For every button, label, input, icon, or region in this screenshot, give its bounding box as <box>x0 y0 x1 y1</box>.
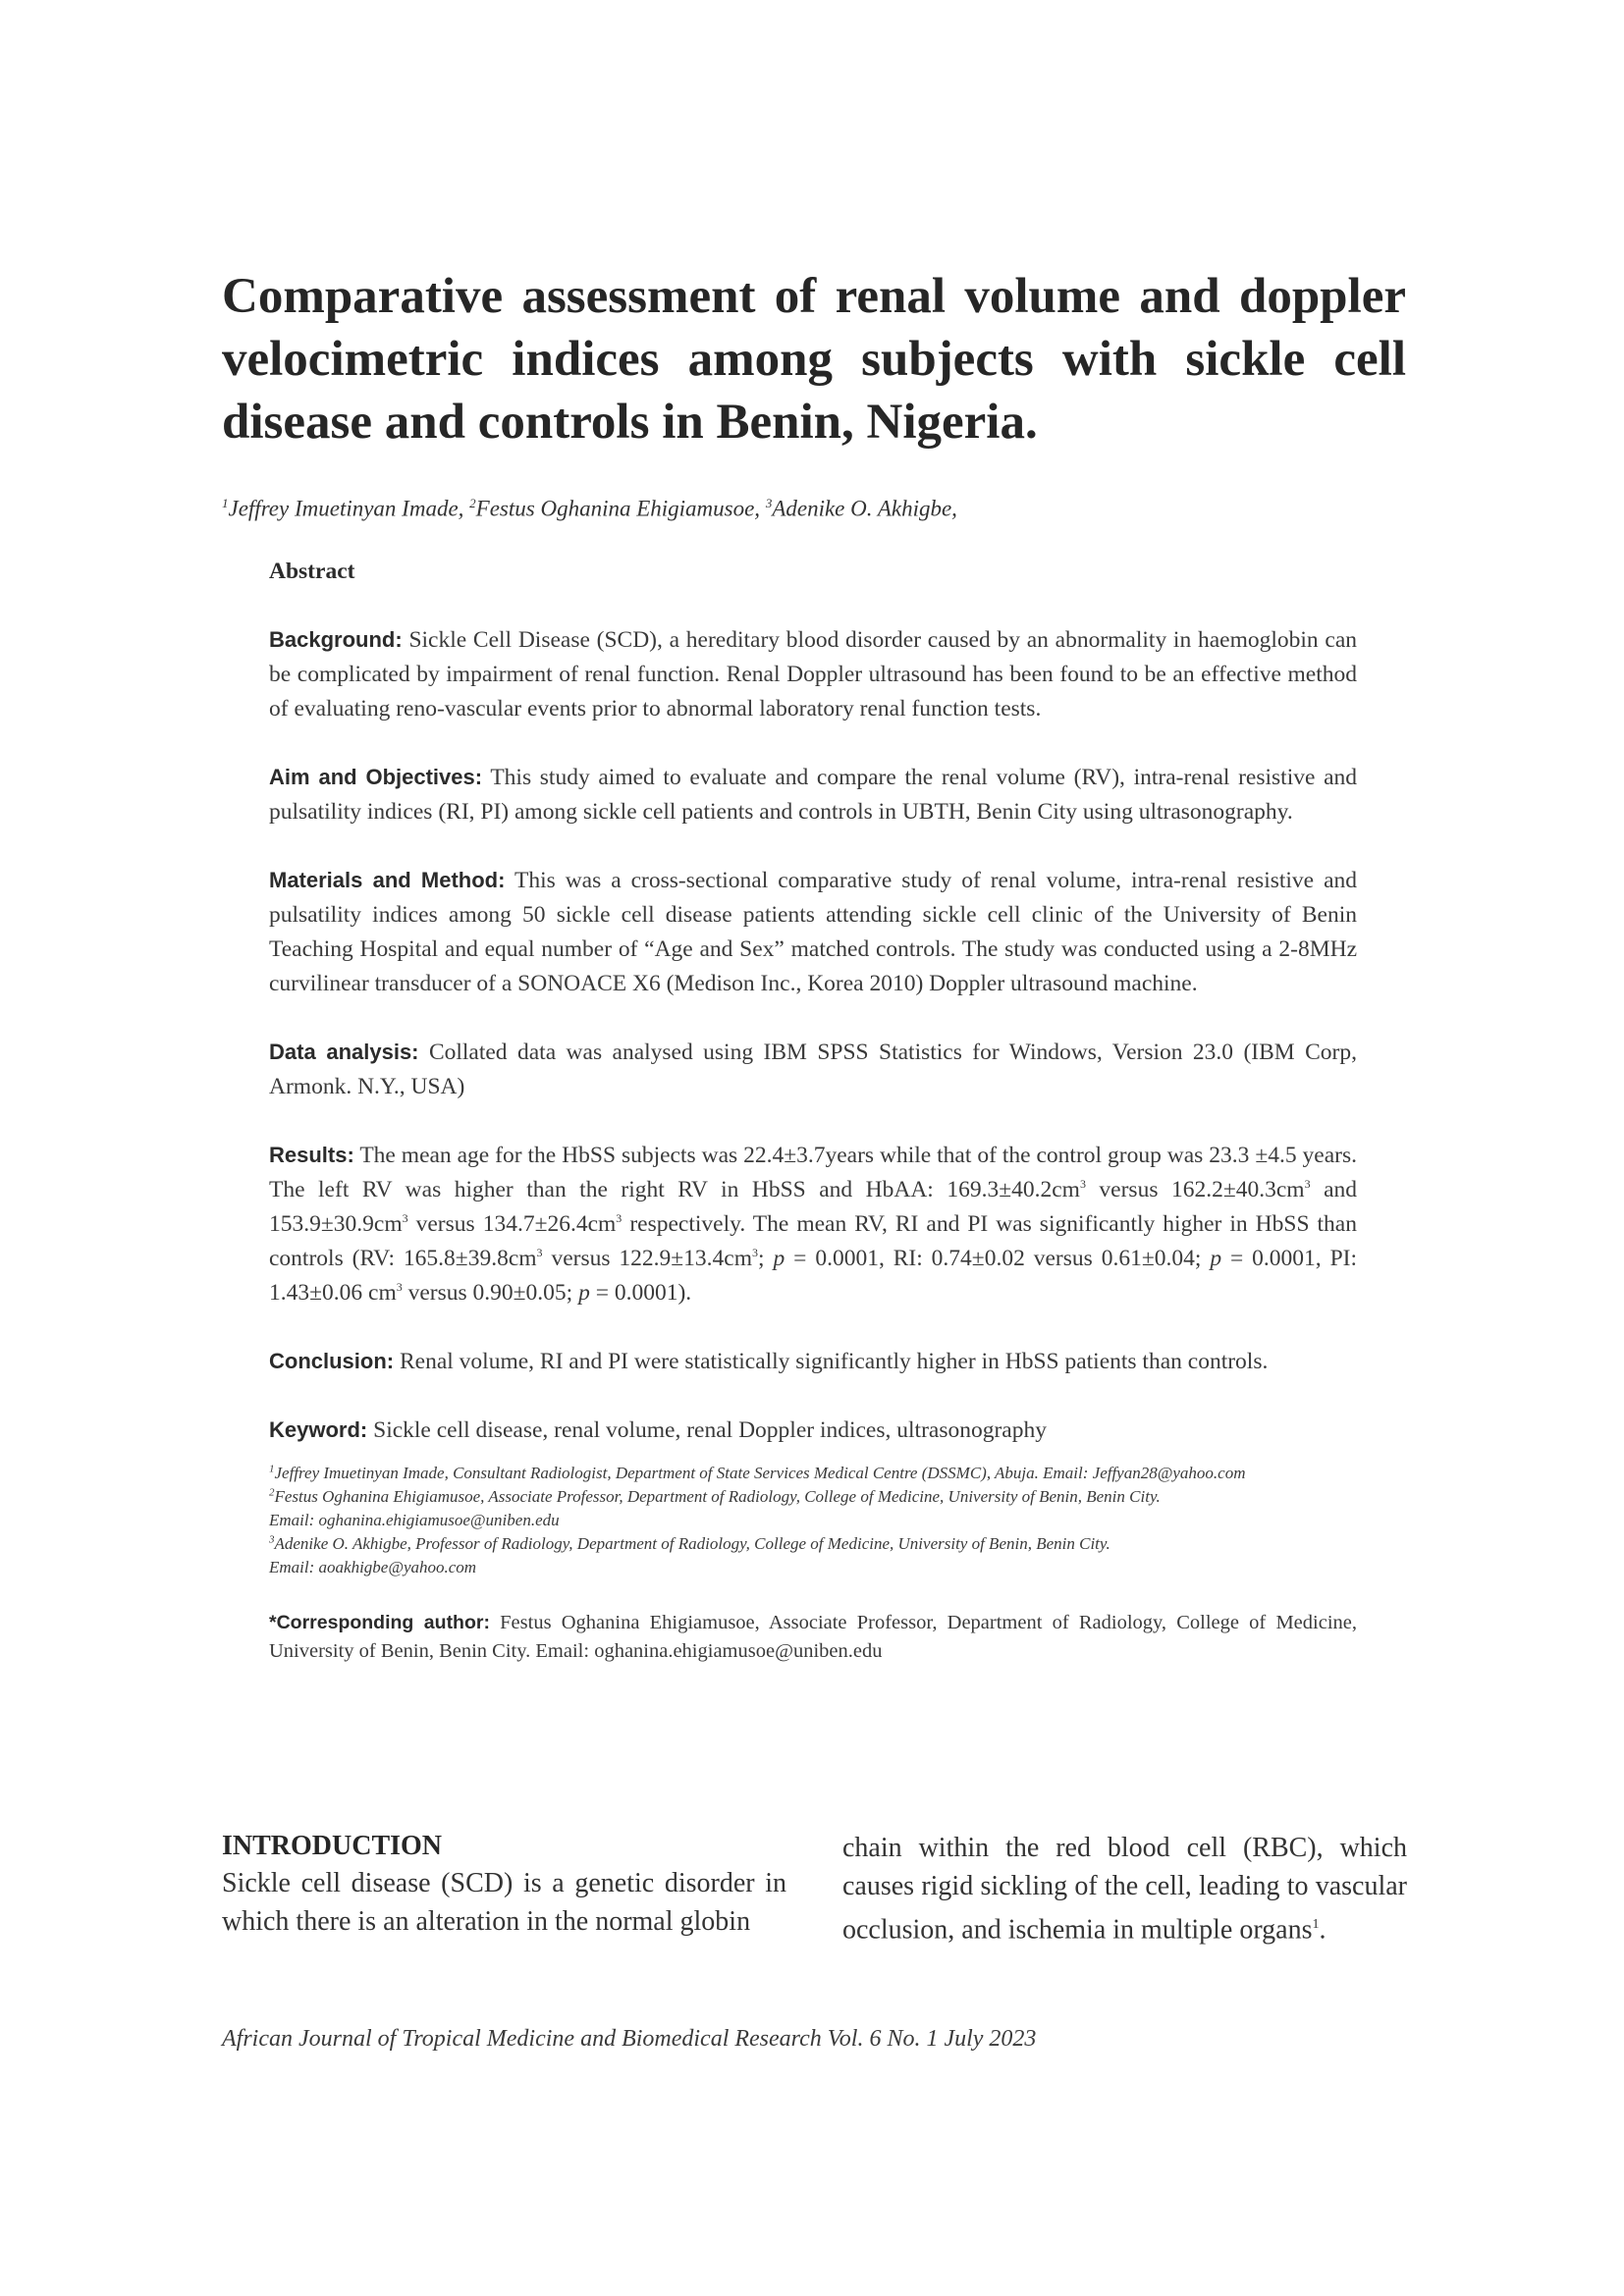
keyword-label: Keyword: <box>269 1417 368 1442</box>
author-3-name: Adenike O. Akhigbe, <box>772 496 957 521</box>
author-2-sup: 2 <box>469 496 476 510</box>
abstract-block <box>269 555 1357 1666</box>
results-sup: 3 <box>396 1280 403 1295</box>
results-text-9: = 0.0001, PI: 1.43±0.06 cm <box>269 1246 1357 1306</box>
abstract-keyword <box>269 1413 1357 1448</box>
affiliation-line <box>269 1509 1357 1532</box>
results-text-2: versus 162.2±40.3cm <box>1085 1177 1305 1202</box>
intro-left-column <box>222 1829 786 1941</box>
abstract-background <box>269 622 1357 726</box>
results-sup: 3 <box>1304 1177 1311 1192</box>
author-2-name: Festus Oghanina Ehigiamusoe, <box>475 496 761 521</box>
results-text-7: ; <box>758 1246 774 1271</box>
results-sup: 3 <box>1079 1177 1086 1192</box>
results-text-6: versus 122.9±13.4cm <box>542 1246 753 1271</box>
author-3-sup: 3 <box>765 496 773 510</box>
intro-left-text: Sickle cell disease (SCD) is a genetic disorder in which there is an alteration in the normal globin <box>222 1868 786 1937</box>
results-text-8: = 0.0001, RI: 0.74±0.02 versus 0.61±0.04; <box>785 1246 1211 1271</box>
results-sup: 3 <box>536 1246 543 1260</box>
introduction-heading: INTRODUCTION <box>222 1831 443 1861</box>
journal-footer: African Journal of Tropical Medicine and Biomedical Research Vol. 6 No. 1 July 2023 <box>222 2026 1037 2052</box>
results-text-3: and 153.9±30.9cm <box>269 1177 1358 1237</box>
affiliation-sup: 3 <box>269 1533 275 1546</box>
p-symbol: p <box>578 1280 590 1306</box>
corresponding-author <box>269 1609 1357 1666</box>
intro-right-text: chain within the red blood cell (RBC), which causes rigid sickling of the cell, leading to vascular occlusion, and ischemia in multiple organs <box>842 1833 1407 1946</box>
results-sup: 3 <box>402 1211 408 1226</box>
results-sup: 3 <box>616 1211 623 1226</box>
results-label: Results: <box>269 1143 354 1167</box>
intro-right-end: . <box>1319 1914 1326 1946</box>
results-sup: 3 <box>752 1246 759 1260</box>
affiliations <box>269 1462 1357 1579</box>
background-text: Sickle Cell Disease (SCD), a hereditary blood disorder caused by an abnormality in haemoglobin can be complicated by impairment of renal function. Renal Doppler ultrasound has been found to be an effective method of evaluating reno-vascular events prior to abnormal laboratory renal function tests. <box>269 627 1358 721</box>
p-symbol: p <box>1210 1246 1222 1271</box>
corresponding-text: Festus Oghanina Ehigiamusoe, Associate Professor, Department of Radiology, College of Medicine, University of Benin, Benin City. Email: oghanina.ehigiamusoe@uniben.edu <box>269 1612 1357 1662</box>
conclusion-text: Renal volume, RI and PI were statistically significantly higher in HbSS patients than controls. <box>399 1349 1269 1374</box>
affiliation-line <box>269 1556 1357 1579</box>
affiliation-text: Email: oghanina.ehigiamusoe@uniben.edu <box>269 1511 560 1529</box>
abstract-heading: Abstract <box>269 559 355 584</box>
results-text-1: The mean age for the HbSS subjects was 22.4±3.7years while that of the control group was 23.3 ±4.5 years. The left RV was higher than the right RV in HbSS and HbAA: 169.3±40.2cm <box>269 1143 1357 1202</box>
methods-label: Materials and Method: <box>269 868 506 892</box>
abstract-aim <box>269 760 1357 829</box>
conclusion-label: Conclusion: <box>269 1349 395 1373</box>
affiliation-line <box>269 1532 1357 1556</box>
results-text-4: versus 134.7±26.4cm <box>407 1211 617 1237</box>
keyword-text: Sickle cell disease, renal volume, renal Doppler indices, ultrasonography <box>373 1417 1047 1443</box>
paper-title: Comparative assessment of renal volume and doppler velocimetric indices among subjects with sickle cell disease and controls in Benin, Nigeria. <box>222 269 1406 450</box>
abstract-conclusion <box>269 1344 1357 1379</box>
affiliation-text: Jeffrey Imuetinyan Imade, Consultant Radiologist, Department of State Services Medical Centre (DSSMC), Abuja. Email: Jeffyan28@yahoo.com <box>274 1464 1246 1482</box>
affiliation-text: Email: aoakhigbe@yahoo.com <box>269 1558 477 1576</box>
data-analysis-label: Data analysis: <box>269 1040 419 1064</box>
aim-text: This study aimed to evaluate and compare the renal volume (RV), intra-renal resistive and pulsatility indices (RI, PI) among sickle cell patients and controls in UBTH, Benin City using ultrasonography. <box>269 765 1357 825</box>
affiliation-line <box>269 1462 1357 1485</box>
p-symbol: p <box>773 1246 785 1271</box>
abstract-methods <box>269 863 1357 1001</box>
data-analysis-text: Collated data was analysed using IBM SPSS Statistics for Windows, Version 23.0 (IBM Corp, Armonk. N.Y., USA) <box>269 1040 1357 1099</box>
affiliation-sup: 2 <box>269 1486 275 1499</box>
results-text-11: = 0.0001). <box>589 1280 692 1306</box>
results-text-10: versus 0.90±0.05; <box>402 1280 579 1306</box>
affiliation-text: Adenike O. Akhigbe, Professor of Radiology, Department of Radiology, College of Medicine, University of Benin, Benin City. <box>274 1534 1110 1553</box>
abstract-results <box>269 1138 1357 1310</box>
aim-label: Aim and Objectives: <box>269 765 483 789</box>
affiliation-sup: 1 <box>269 1463 275 1475</box>
methods-text: This was a cross-sectional comparative study of renal volume, intra-renal resistive and pulsatility indices among 50 sickle cell disease patients attending sickle cell clinic of the University of Benin Teaching Hospital and equal number of “Age and Sex” matched controls. The study was conducted using a 2-8MHz curvilinear transducer of a SONOACE X6 (Medison Inc., Korea 2010) Doppler ultrasound machine. <box>269 868 1358 996</box>
author-list <box>222 489 1406 524</box>
intro-right-column <box>842 1829 1407 1949</box>
background-label: Background: <box>269 627 403 652</box>
affiliation-line <box>269 1485 1357 1509</box>
abstract-data-analysis <box>269 1035 1357 1104</box>
results-text-5: respectively. The mean RV, RI and PI was significantly higher in HbSS than controls (RV: 165.8±39.8cm <box>269 1211 1357 1271</box>
citation-sup: 1 <box>1312 1917 1320 1932</box>
author-1-name: Jeffrey Imuetinyan Imade, <box>228 496 464 521</box>
author-1-sup: 1 <box>222 496 229 510</box>
affiliation-text: Festus Oghanina Ehigiamusoe, Associate Professor, Department of Radiology, College of Medicine, University of Benin, Benin City. <box>274 1487 1161 1506</box>
corresponding-label: *Corresponding author: <box>269 1612 490 1633</box>
